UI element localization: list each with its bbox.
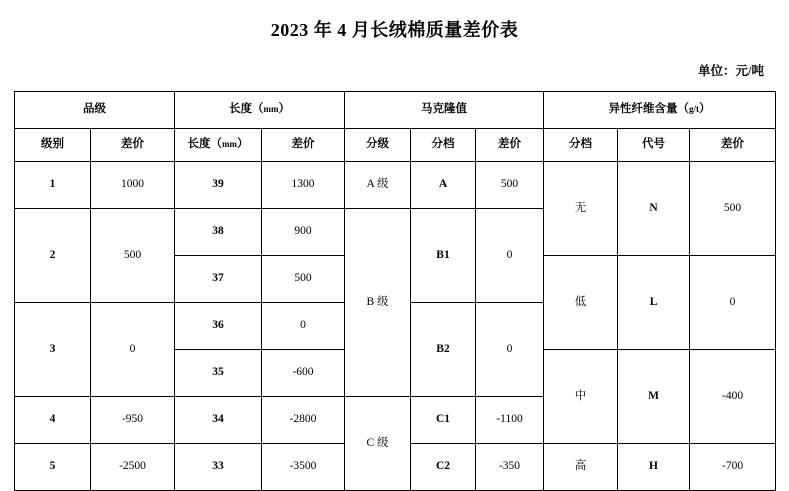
length-diff-37: 500 <box>262 256 345 303</box>
ff-code-n: N <box>618 162 690 256</box>
ff-band-high: 高 <box>544 444 618 491</box>
grade-level-3: 3 <box>15 303 91 397</box>
group-header-ff-text-end: ） <box>699 103 711 116</box>
quality-price-table <box>14 91 776 491</box>
ff-code-m: M <box>618 350 690 444</box>
col-header-length-unit: mm <box>222 139 237 150</box>
ff-diff-l: 0 <box>690 256 776 350</box>
col-header-micronaire-class: 分级 <box>345 129 411 162</box>
grade-level-2: 2 <box>15 209 91 303</box>
grade-level-4: 4 <box>15 397 91 444</box>
micronaire-diff-b2: 0 <box>476 303 544 397</box>
page-title: 2023 年 4 月长绒棉质量差价表 <box>270 20 519 40</box>
micronaire-diff-c1: -1100 <box>476 397 544 444</box>
unit-note: 单位：元/吨 <box>698 64 764 78</box>
length-diff-35: -600 <box>262 350 345 397</box>
group-header-length-text-end: ） <box>278 103 290 116</box>
length-value-37: 37 <box>175 256 262 303</box>
micronaire-class-a: A 级 <box>345 162 411 209</box>
ff-code-h: H <box>618 444 690 491</box>
col-header-level: 级别 <box>15 129 91 162</box>
micronaire-diff-c2: -350 <box>476 444 544 491</box>
grade-diff-3: 0 <box>91 303 175 397</box>
ff-diff-n: 500 <box>690 162 776 256</box>
length-value-38: 38 <box>175 209 262 256</box>
grade-diff-1: 1000 <box>91 162 175 209</box>
col-header-length-text: 长度（ <box>187 138 222 151</box>
grade-level-1: 1 <box>15 162 91 209</box>
group-header-micronaire: 马克隆值 <box>345 92 544 129</box>
micronaire-band-c2: C2 <box>411 444 476 491</box>
ff-diff-h: -700 <box>690 444 776 491</box>
micronaire-class-c: C 级 <box>345 397 411 491</box>
col-header-length-diff: 差价 <box>262 129 345 162</box>
ff-band-medium: 中 <box>544 350 618 444</box>
ff-band-none: 无 <box>544 162 618 256</box>
col-header-micronaire-band: 分档 <box>411 129 476 162</box>
length-diff-39: 1300 <box>262 162 345 209</box>
length-value-35: 35 <box>175 350 262 397</box>
group-header-length <box>175 92 345 129</box>
micronaire-band-b2: B2 <box>411 303 476 397</box>
grade-diff-5: -2500 <box>91 444 175 491</box>
col-header-ff-diff: 差价 <box>690 129 776 162</box>
group-header-length-text: 长度（ <box>229 103 264 116</box>
grade-level-5: 5 <box>15 444 91 491</box>
ff-diff-m: -400 <box>690 350 776 444</box>
grade-diff-2: 500 <box>91 209 175 303</box>
micronaire-band-a: A <box>411 162 476 209</box>
micronaire-class-b: B 级 <box>345 209 411 397</box>
column-header-row <box>15 129 776 162</box>
length-diff-33: -3500 <box>262 444 345 491</box>
col-header-length <box>175 129 262 162</box>
col-header-ff-band: 分档 <box>544 129 618 162</box>
length-diff-34: -2800 <box>262 397 345 444</box>
group-header-foreign-fiber <box>544 92 776 129</box>
group-header-row <box>15 92 776 129</box>
ff-band-low: 低 <box>544 256 618 350</box>
col-header-length-text-end: ） <box>237 138 249 151</box>
length-value-33: 33 <box>175 444 262 491</box>
col-header-micronaire-diff: 差价 <box>476 129 544 162</box>
micronaire-band-b1: B1 <box>411 209 476 303</box>
group-header-ff-text: 异性纤维含量（ <box>608 103 690 116</box>
micronaire-diff-b1: 0 <box>476 209 544 303</box>
ff-code-l: L <box>618 256 690 350</box>
col-header-ff-code: 代号 <box>618 129 690 162</box>
length-value-34: 34 <box>175 397 262 444</box>
micronaire-band-c1: C1 <box>411 397 476 444</box>
length-diff-36: 0 <box>262 303 345 350</box>
group-header-ff-unit: g/t <box>689 104 700 115</box>
group-header-length-unit: mm <box>263 104 279 115</box>
length-diff-38: 900 <box>262 209 345 256</box>
grade-diff-4: -950 <box>91 397 175 444</box>
table-container <box>0 79 789 491</box>
col-header-grade-diff: 差价 <box>91 129 175 162</box>
table-row <box>15 162 776 209</box>
length-value-39: 39 <box>175 162 262 209</box>
group-header-grade: 品级 <box>15 92 175 129</box>
micronaire-diff-a: 500 <box>476 162 544 209</box>
length-value-36: 36 <box>175 303 262 350</box>
